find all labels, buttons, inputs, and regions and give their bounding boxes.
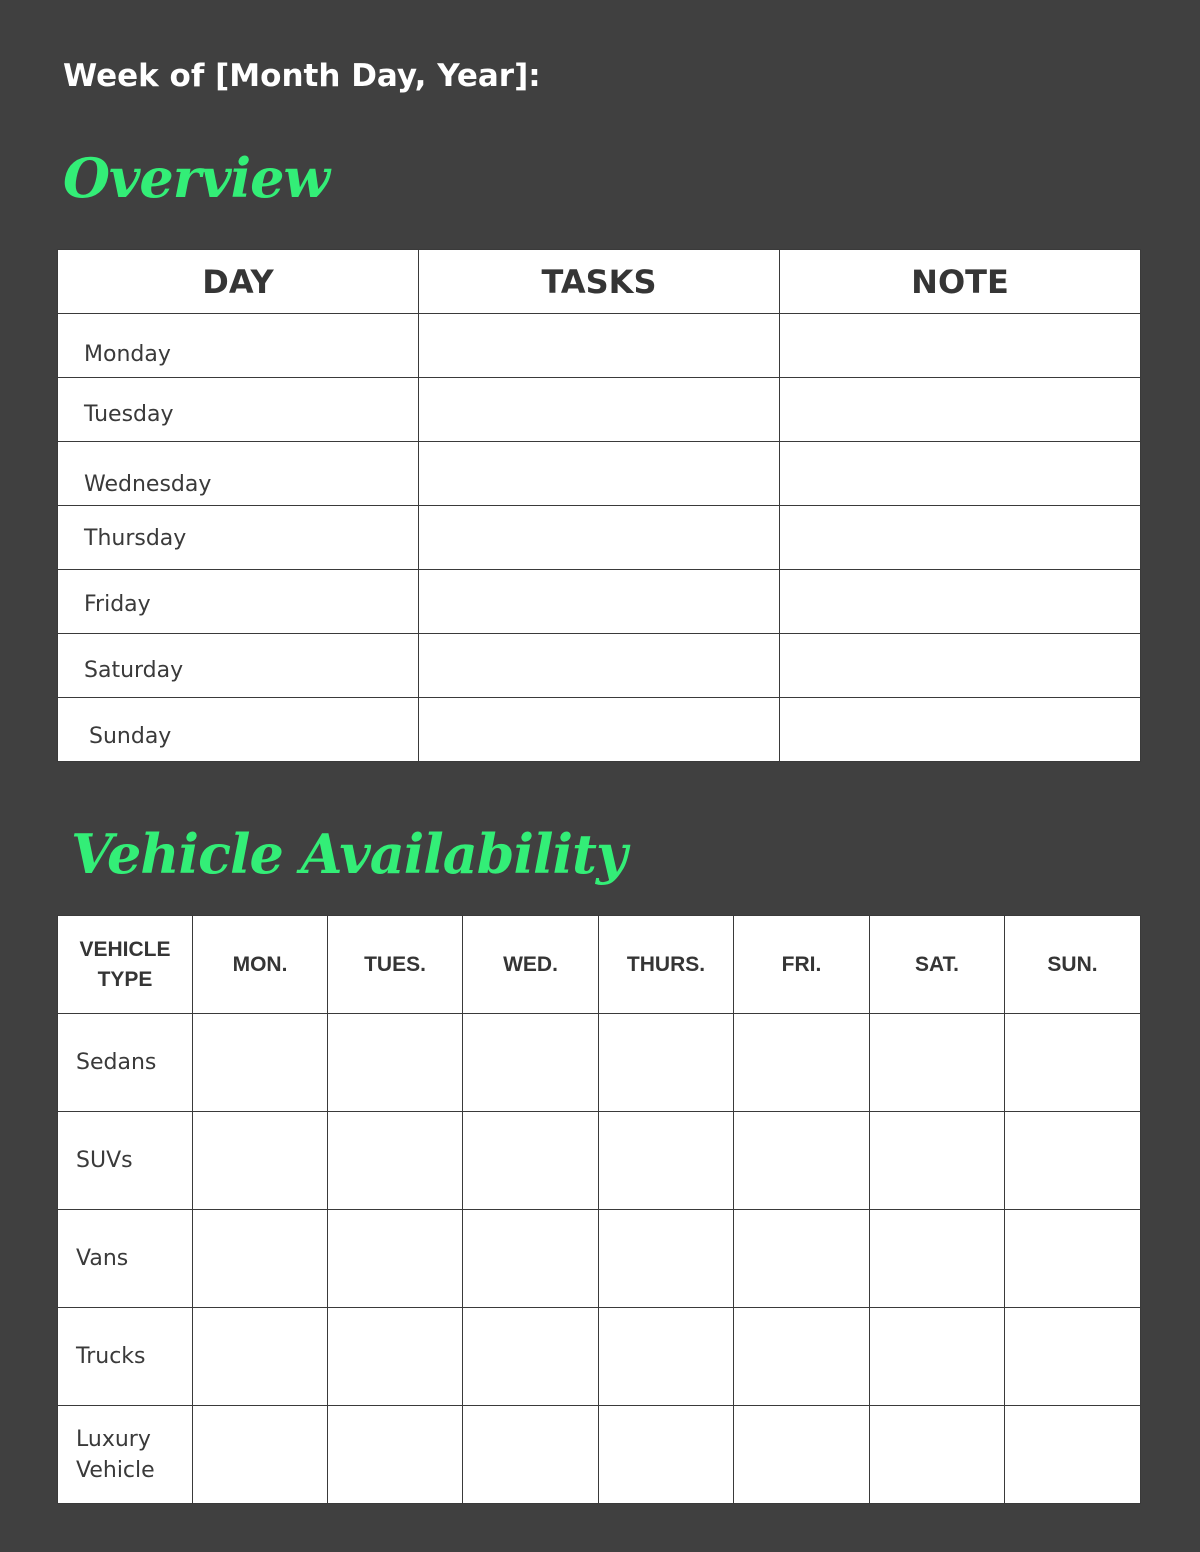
column-header-thurs: THURS.: [599, 916, 734, 1014]
availability-cell[interactable]: [599, 1210, 734, 1308]
note-cell[interactable]: [780, 506, 1141, 570]
vehicle-type-luxury-vehicle: [58, 1406, 193, 1504]
table-row: [58, 1210, 1141, 1308]
tasks-cell[interactable]: [419, 442, 780, 506]
vehicle-type-label: SUVs: [76, 1148, 133, 1173]
vehicle-type-label-line2: Vehicle: [76, 1457, 155, 1483]
table-row: [58, 314, 1141, 378]
availability-cell[interactable]: [734, 1112, 870, 1210]
availability-cell[interactable]: [328, 1406, 463, 1504]
note-cell[interactable]: [780, 698, 1141, 762]
availability-cell[interactable]: [870, 1014, 1005, 1112]
overview-table: [57, 249, 1141, 762]
week-of-label: Week of [Month Day, Year]:: [63, 58, 541, 94]
availability-cell[interactable]: [734, 1406, 870, 1504]
availability-cell[interactable]: [1005, 1112, 1141, 1210]
column-header-tasks: TASKS: [419, 250, 780, 314]
availability-cell[interactable]: [1005, 1308, 1141, 1406]
vehicle-type-label-line1: Luxury: [76, 1426, 151, 1452]
availability-cell[interactable]: [599, 1406, 734, 1504]
vehicle-type-header-line2: TYPE: [97, 967, 153, 991]
tasks-cell[interactable]: [419, 698, 780, 762]
availability-cell[interactable]: [734, 1308, 870, 1406]
vehicle-type-label: Vans: [76, 1246, 129, 1271]
tasks-cell[interactable]: [419, 506, 780, 570]
note-cell[interactable]: [780, 634, 1141, 698]
table-row: [58, 634, 1141, 698]
vehicle-availability-table: [57, 915, 1141, 1504]
availability-cell[interactable]: [599, 1112, 734, 1210]
day-label-wednesday: Wednesday: [58, 442, 419, 506]
availability-cell[interactable]: [463, 1210, 599, 1308]
availability-cell[interactable]: [463, 1014, 599, 1112]
availability-cell[interactable]: [1005, 1014, 1141, 1112]
availability-cell[interactable]: [193, 1014, 328, 1112]
vehicle-type-vans: [58, 1210, 193, 1308]
tasks-cell[interactable]: [419, 314, 780, 378]
availability-cell[interactable]: [193, 1112, 328, 1210]
vehicle-availability-title: Vehicle Availability: [71, 822, 627, 886]
availability-cell[interactable]: [328, 1308, 463, 1406]
table-row: [58, 378, 1141, 442]
column-header-wed: WED.: [463, 916, 599, 1014]
availability-cell[interactable]: [193, 1308, 328, 1406]
column-header-fri: FRI.: [734, 916, 870, 1014]
availability-cell[interactable]: [328, 1014, 463, 1112]
column-header-sat: SAT.: [870, 916, 1005, 1014]
vehicle-type-label: Trucks: [76, 1344, 146, 1369]
availability-cell[interactable]: [870, 1308, 1005, 1406]
availability-cell[interactable]: [328, 1210, 463, 1308]
column-header-day: DAY: [58, 250, 419, 314]
vehicle-header-row: [58, 916, 1141, 1014]
column-header-note: NOTE: [780, 250, 1141, 314]
availability-cell[interactable]: [599, 1308, 734, 1406]
vehicle-type-trucks: [58, 1308, 193, 1406]
day-label-sunday: Sunday: [58, 698, 419, 762]
column-header-sun: SUN.: [1005, 916, 1141, 1014]
availability-cell[interactable]: [599, 1014, 734, 1112]
availability-cell[interactable]: [870, 1210, 1005, 1308]
table-row: [58, 1406, 1141, 1504]
availability-cell[interactable]: [328, 1112, 463, 1210]
availability-cell[interactable]: [1005, 1406, 1141, 1504]
tasks-cell[interactable]: [419, 570, 780, 634]
tasks-cell[interactable]: [419, 634, 780, 698]
availability-cell[interactable]: [463, 1308, 599, 1406]
day-label-tuesday: Tuesday: [58, 378, 419, 442]
availability-cell[interactable]: [463, 1406, 599, 1504]
note-cell[interactable]: [780, 570, 1141, 634]
availability-cell[interactable]: [193, 1210, 328, 1308]
availability-cell[interactable]: [734, 1014, 870, 1112]
vehicle-type-suvs: [58, 1112, 193, 1210]
column-header-tues: TUES.: [328, 916, 463, 1014]
table-row: [58, 1112, 1141, 1210]
vehicle-type-label: Sedans: [76, 1050, 157, 1075]
table-row: [58, 1014, 1141, 1112]
availability-cell[interactable]: [734, 1210, 870, 1308]
vehicle-type-sedans: [58, 1014, 193, 1112]
overview-header-row: [58, 250, 1141, 314]
availability-cell[interactable]: [870, 1112, 1005, 1210]
note-cell[interactable]: [780, 378, 1141, 442]
day-label-thursday: Thursday: [58, 506, 419, 570]
overview-title: Overview: [63, 146, 329, 210]
availability-cell[interactable]: [193, 1406, 328, 1504]
tasks-cell[interactable]: [419, 378, 780, 442]
day-label-saturday: Saturday: [58, 634, 419, 698]
note-cell[interactable]: [780, 442, 1141, 506]
column-header-mon: MON.: [193, 916, 328, 1014]
table-row: [58, 570, 1141, 634]
vehicle-type-header-line1: VEHICLE: [79, 937, 171, 961]
column-header-vehicle-type: [58, 916, 193, 1014]
table-row: [58, 506, 1141, 570]
table-row: [58, 698, 1141, 762]
availability-cell[interactable]: [463, 1112, 599, 1210]
table-row: [58, 442, 1141, 506]
table-row: [58, 1308, 1141, 1406]
availability-cell[interactable]: [870, 1406, 1005, 1504]
availability-cell[interactable]: [1005, 1210, 1141, 1308]
day-label-friday: Friday: [58, 570, 419, 634]
note-cell[interactable]: [780, 314, 1141, 378]
day-label-monday: Monday: [58, 314, 419, 378]
